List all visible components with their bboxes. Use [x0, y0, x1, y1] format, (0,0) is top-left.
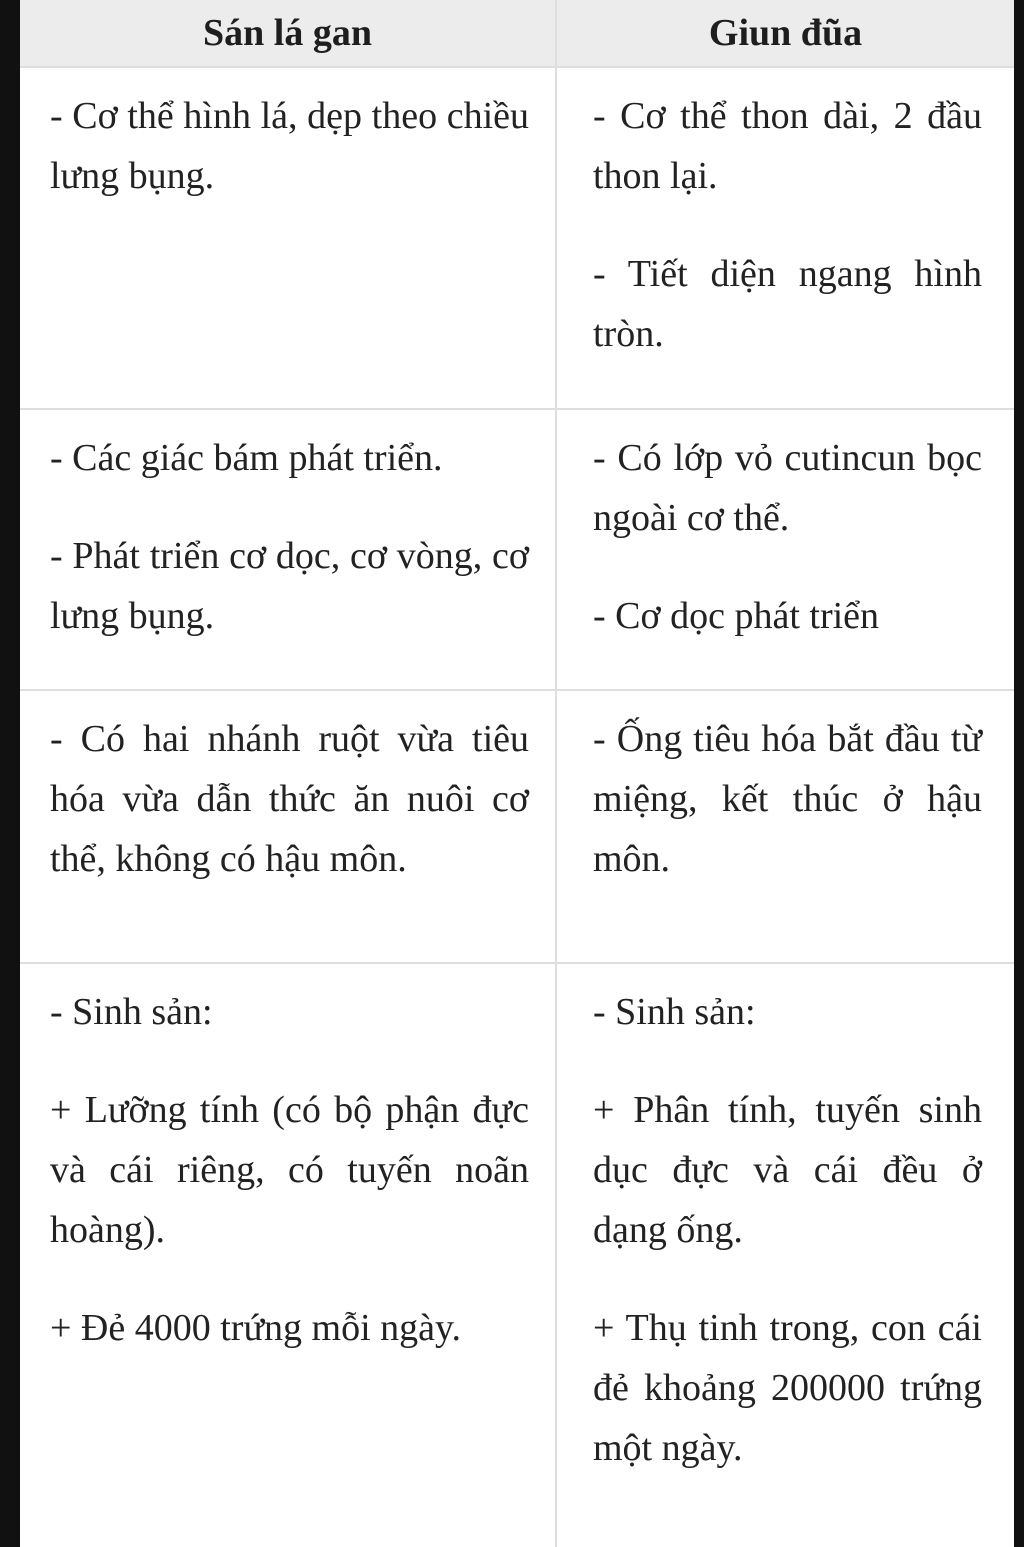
cell-paragraph: - Cơ thể thon dài, 2 đầu thon lại. — [593, 95, 982, 197]
header-giun-dua: Giun đũa — [556, 0, 1014, 67]
cell-paragraph: - Cơ dọc phát triển — [593, 595, 880, 637]
cell-paragraph: - Tiết diện ngang hình tròn. — [593, 253, 982, 355]
cell-paragraph: - Có lớp vỏ cutincun bọc ngoài cơ thể. — [593, 437, 982, 539]
table-row — [20, 690, 1014, 963]
cell-giun-dua-digestion — [556, 690, 1014, 963]
cell-san-la-gan-structure — [20, 409, 556, 690]
cell-giun-dua-structure — [556, 409, 1014, 690]
cell-san-la-gan-body-shape — [20, 67, 556, 409]
cell-giun-dua-body-shape — [556, 67, 1014, 409]
cell-paragraph: - Có hai nhánh ruột vừa tiêu hóa vừa dẫn thức ăn nuôi cơ thể, không có hậu môn. — [50, 718, 529, 880]
comparison-table — [20, 0, 1014, 1547]
cell-paragraph: - Sinh sản: — [50, 991, 213, 1033]
document-page — [20, 0, 1014, 1547]
header-san-la-gan: Sán lá gan — [20, 0, 556, 67]
cell-paragraph: + Phân tính, tuyến sinh dục đực và cái đều ở dạng ống. — [593, 1089, 982, 1251]
cell-paragraph: - Phát triển cơ dọc, cơ vòng, cơ lưng bụng. — [50, 535, 529, 637]
cell-paragraph: - Sinh sản: — [593, 991, 756, 1033]
cell-san-la-gan-reproduction — [20, 963, 556, 1547]
cell-paragraph: + Lưỡng tính (có bộ phận đực và cái riêng, có tuyến noãn hoàng). — [50, 1089, 529, 1251]
cell-giun-dua-reproduction — [556, 963, 1014, 1547]
cell-paragraph: - Các giác bám phát triển. — [50, 437, 443, 479]
table-row — [20, 409, 1014, 690]
header-row — [20, 0, 1014, 67]
table-row — [20, 963, 1014, 1547]
table-row — [20, 67, 1014, 409]
cell-paragraph: + Thụ tinh trong, con cái đẻ khoảng 200000 trứng một ngày. — [593, 1307, 982, 1469]
cell-paragraph: + Đẻ 4000 trứng mỗi ngày. — [50, 1307, 462, 1349]
cell-paragraph: - Ống tiêu hóa bắt đầu từ miệng, kết thúc ở hậu môn. — [593, 718, 982, 880]
cell-san-la-gan-digestion — [20, 690, 556, 963]
cell-paragraph: - Cơ thể hình lá, dẹp theo chiều lưng bụng. — [50, 95, 529, 197]
